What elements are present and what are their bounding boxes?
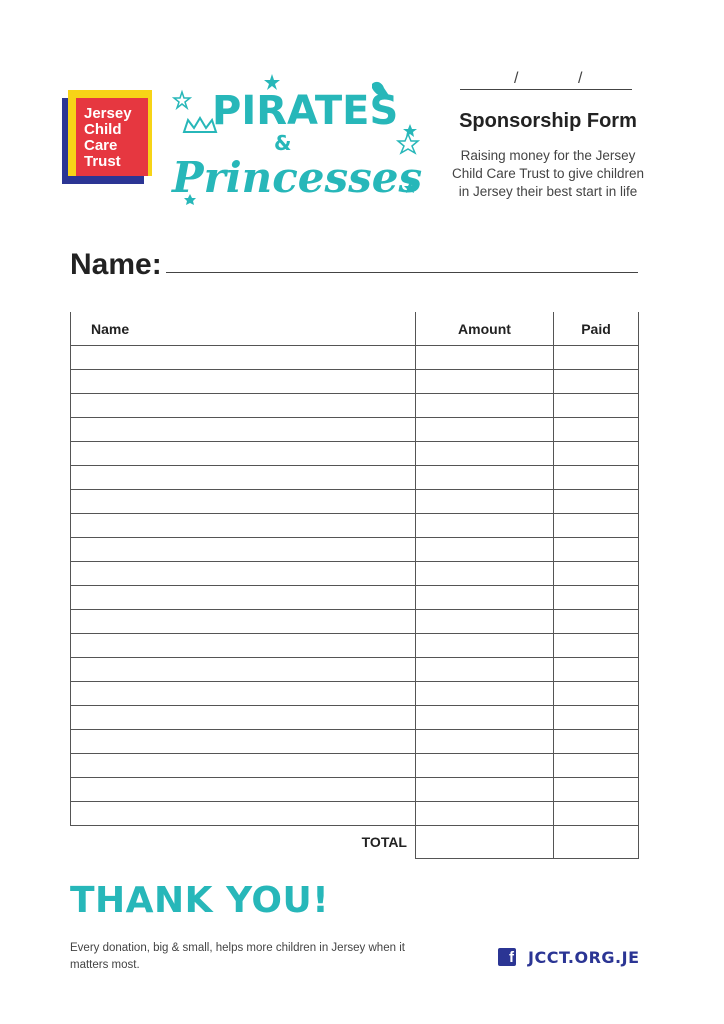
table-row bbox=[71, 586, 639, 610]
name-cell[interactable] bbox=[71, 538, 416, 562]
table-row bbox=[71, 466, 639, 490]
table-row bbox=[71, 538, 639, 562]
name-cell[interactable] bbox=[71, 706, 416, 730]
total-amount-cell[interactable] bbox=[416, 826, 554, 859]
form-description: Raising money for the Jersey Child Care Trust to give children in Jersey their best start in life bbox=[451, 148, 645, 199]
table-row bbox=[71, 610, 639, 634]
logo-line-2: Child bbox=[84, 121, 122, 138]
paid-cell[interactable] bbox=[554, 658, 639, 682]
table-row bbox=[71, 514, 639, 538]
name-cell[interactable] bbox=[71, 634, 416, 658]
name-label: Name: bbox=[70, 248, 162, 281]
name-cell[interactable] bbox=[71, 778, 416, 802]
amount-cell[interactable] bbox=[416, 466, 554, 490]
paid-cell[interactable] bbox=[554, 466, 639, 490]
name-cell[interactable] bbox=[71, 802, 416, 826]
logo-red-square bbox=[76, 98, 148, 176]
name-cell[interactable] bbox=[71, 514, 416, 538]
amount-cell[interactable] bbox=[416, 802, 554, 826]
name-cell[interactable] bbox=[71, 442, 416, 466]
table-row bbox=[71, 442, 639, 466]
jcct-logo bbox=[62, 88, 158, 186]
footer-message: Every donation, big & small, helps more children in Jersey when it matters most. bbox=[70, 942, 405, 971]
table-body bbox=[71, 346, 639, 826]
paid-cell[interactable] bbox=[554, 586, 639, 610]
amount-cell[interactable] bbox=[416, 418, 554, 442]
name-cell[interactable] bbox=[71, 346, 416, 370]
amount-cell[interactable] bbox=[416, 514, 554, 538]
date-rule bbox=[460, 89, 632, 90]
paid-cell[interactable] bbox=[554, 634, 639, 658]
table-row bbox=[71, 706, 639, 730]
table-header-row bbox=[71, 312, 639, 346]
website-link[interactable] bbox=[498, 946, 640, 968]
table-row bbox=[71, 634, 639, 658]
paid-cell[interactable] bbox=[554, 730, 639, 754]
name-cell[interactable] bbox=[71, 418, 416, 442]
table-row bbox=[71, 346, 639, 370]
header-paid: Paid bbox=[554, 312, 639, 346]
table-row bbox=[71, 658, 639, 682]
amount-cell[interactable] bbox=[416, 610, 554, 634]
paid-cell[interactable] bbox=[554, 418, 639, 442]
amount-cell[interactable] bbox=[416, 778, 554, 802]
name-cell[interactable] bbox=[71, 658, 416, 682]
paid-cell[interactable] bbox=[554, 538, 639, 562]
amount-cell[interactable] bbox=[416, 730, 554, 754]
table-row bbox=[71, 802, 639, 826]
paid-cell[interactable] bbox=[554, 490, 639, 514]
name-cell[interactable] bbox=[71, 562, 416, 586]
amount-cell[interactable] bbox=[416, 394, 554, 418]
amount-cell[interactable] bbox=[416, 562, 554, 586]
name-cell[interactable] bbox=[71, 370, 416, 394]
paid-cell[interactable] bbox=[554, 610, 639, 634]
banner-pirates-text: PIRATES bbox=[212, 88, 399, 134]
date-separator: / bbox=[578, 70, 583, 87]
table-row bbox=[71, 394, 639, 418]
name-cell[interactable] bbox=[71, 466, 416, 490]
total-paid-cell[interactable] bbox=[554, 826, 639, 859]
paid-cell[interactable] bbox=[554, 346, 639, 370]
table-row bbox=[71, 754, 639, 778]
name-cell[interactable] bbox=[71, 586, 416, 610]
name-cell[interactable] bbox=[71, 490, 416, 514]
paid-cell[interactable] bbox=[554, 442, 639, 466]
amount-cell[interactable] bbox=[416, 586, 554, 610]
paid-cell[interactable] bbox=[554, 778, 639, 802]
name-cell[interactable] bbox=[71, 682, 416, 706]
amount-cell[interactable] bbox=[416, 682, 554, 706]
date-separator: / bbox=[514, 70, 519, 87]
amount-cell[interactable] bbox=[416, 634, 554, 658]
thank-you-heading: THANK YOU! bbox=[70, 880, 330, 921]
paid-cell[interactable] bbox=[554, 802, 639, 826]
amount-cell[interactable] bbox=[416, 754, 554, 778]
paid-cell[interactable] bbox=[554, 514, 639, 538]
name-cell[interactable] bbox=[71, 754, 416, 778]
table-row bbox=[71, 778, 639, 802]
paid-cell[interactable] bbox=[554, 682, 639, 706]
logo-line-3: Care bbox=[84, 137, 118, 154]
form-title: Sponsorship Form bbox=[459, 110, 637, 132]
amount-cell[interactable] bbox=[416, 538, 554, 562]
facebook-icon[interactable]: f bbox=[498, 948, 516, 966]
logo-line-1: Jersey bbox=[84, 105, 132, 122]
amount-cell[interactable] bbox=[416, 706, 554, 730]
total-label: TOTAL bbox=[361, 834, 407, 851]
header-name: Name bbox=[71, 312, 416, 346]
amount-cell[interactable] bbox=[416, 490, 554, 514]
name-cell[interactable] bbox=[71, 610, 416, 634]
amount-cell[interactable] bbox=[416, 346, 554, 370]
name-input-line[interactable] bbox=[166, 272, 638, 273]
paid-cell[interactable] bbox=[554, 706, 639, 730]
paid-cell[interactable] bbox=[554, 562, 639, 586]
logo-line-4: Trust bbox=[84, 153, 121, 170]
banner-princesses-text: Princesses bbox=[172, 153, 423, 202]
amount-cell[interactable] bbox=[416, 442, 554, 466]
table-row bbox=[71, 682, 639, 706]
pirates-princesses-banner bbox=[162, 66, 432, 216]
table-row bbox=[71, 730, 639, 754]
website-text[interactable]: JCCT.ORG.JE bbox=[528, 947, 640, 967]
amount-cell[interactable] bbox=[416, 658, 554, 682]
date-field[interactable] bbox=[460, 62, 632, 90]
paid-cell[interactable] bbox=[554, 394, 639, 418]
name-cell[interactable] bbox=[71, 394, 416, 418]
table-row bbox=[71, 562, 639, 586]
total-row bbox=[71, 826, 639, 859]
table-row bbox=[71, 490, 639, 514]
table-row bbox=[71, 370, 639, 394]
sponsor-table bbox=[70, 312, 639, 859]
table-row bbox=[71, 418, 639, 442]
amount-cell[interactable] bbox=[416, 370, 554, 394]
name-cell[interactable] bbox=[71, 730, 416, 754]
header-amount: Amount bbox=[416, 312, 554, 346]
banner-amp-text: & bbox=[274, 131, 292, 155]
paid-cell[interactable] bbox=[554, 754, 639, 778]
paid-cell[interactable] bbox=[554, 370, 639, 394]
